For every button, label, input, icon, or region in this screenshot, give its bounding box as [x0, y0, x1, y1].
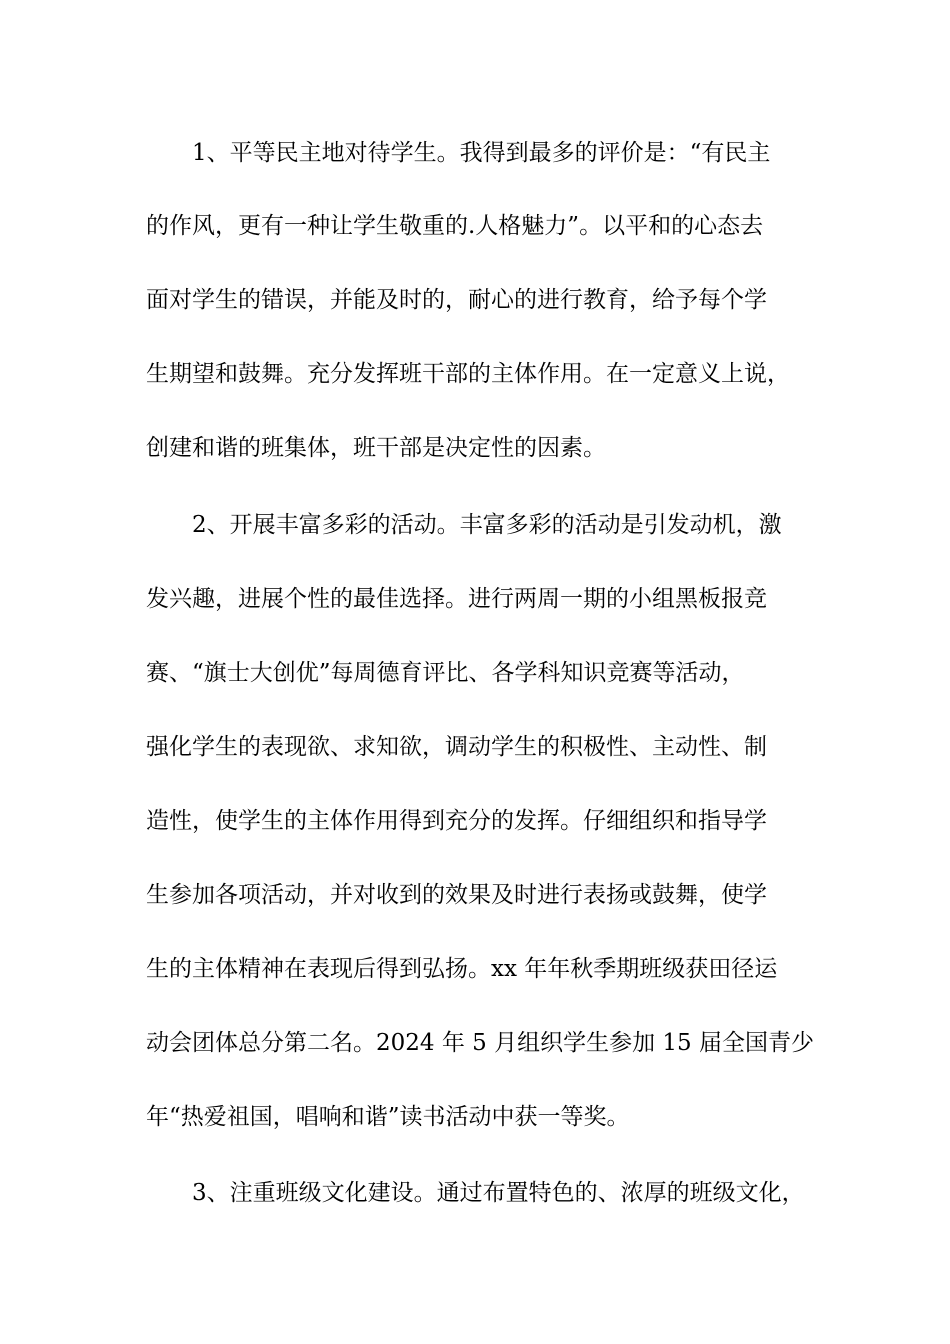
paragraph-2-line-1: 2、开展丰富多彩的活动。丰富多彩的活动是引发动机，激	[192, 512, 782, 538]
paragraph-1-line-2: 的作风，更有一种让学生敬重的.人格魅力”。以平和的心态去	[146, 213, 764, 239]
paragraph-1-line-3: 面对学生的错误，并能及时的，耐心的进行教育，给予每个学	[146, 287, 767, 313]
paragraph-2-line-4: 强化学生的表现欲、求知欲，调动学生的积极性、主动性、制	[146, 734, 767, 760]
paragraph-1-line-1: 1、平等民主地对待学生。我得到最多的评价是：“有民主	[192, 140, 771, 166]
paragraph-2-line-2: 发兴趣，进展个性的最佳选择。进行两周一期的小组黑板报竞	[146, 586, 767, 612]
paragraph-2-line-9: 年“热爱祖国，唱响和谐”读书活动中获一等奖。	[146, 1104, 630, 1130]
paragraph-2-line-6: 生参加各项活动，并对收到的效果及时进行表扬或鼓舞，使学	[146, 882, 767, 908]
paragraph-2-line-5: 造性，使学生的主体作用得到充分的发挥。仔细组织和指导学	[146, 808, 767, 834]
paragraph-3-line-1: 3、注重班级文化建设。通过布置特色的、浓厚的班级文化，	[192, 1180, 805, 1206]
paragraph-1-line-4: 生期望和鼓舞。充分发挥班干部的主体作用。在一定意义上说，	[146, 361, 790, 387]
paragraph-1-line-5: 创建和谐的班集体，班干部是决定性的因素。	[146, 435, 606, 461]
paragraph-2-line-8: 动会团体总分第二名。2024 年 5 月组织学生参加 15 届全国青少	[146, 1030, 814, 1056]
paragraph-2-line-7: 生的主体精神在表现后得到弘扬。xx 年年秋季期班级获田径运	[146, 956, 778, 982]
paragraph-2-line-3: 赛、“旗士大创优”每周德育评比、各学科知识竞赛等活动，	[146, 660, 745, 686]
